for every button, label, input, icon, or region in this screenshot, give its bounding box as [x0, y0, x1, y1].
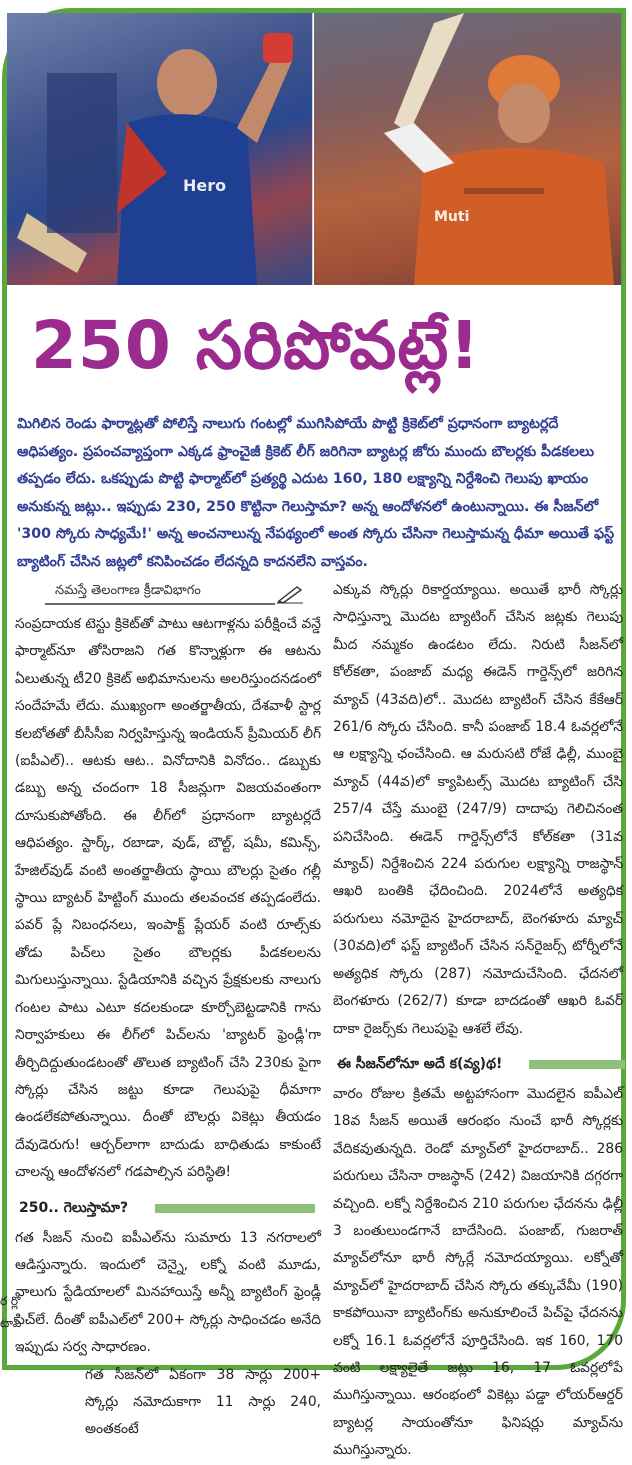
photo-strip — [7, 13, 621, 285]
headline: 250 సరిపోవట్లే! — [31, 307, 481, 384]
photo-left-art — [7, 13, 313, 285]
right-paragraph-2: వారం రోజుల క్రితమే అట్టహాసంగా మొదలైన ఐపీఎల్ 18వ సీజన్ అయితే ఆరంభం నుంచే భారీ స్కోర్లకు వేదికవుతున్నది. రెండో మ్యాచ్‌లో హైదరాబాద్.. 286 పరుగులు చేసినా రాజస్థాన్ (242) విజయానికి దగ్గరగా వచ్చింది. లక్నో నిర్దేశించిన 210 పరుగుల ఛేదనను ఢిల్లీ 3 బంతులుండగానే బాదేసింది. పంజాబ్, గుజరాత్ మ్యాచ్‌లోనూ భారీ స్కోర్లే నమోదయ్యాయి. లక్నోతో మ్యాచ్‌లో హైదరాబాద్ చేసిన స్కోరు తక్కువేమీ (190) కాకపోయినా బ్యాటింగ్‌కు అనుకూలించే పిచ్‌పై ఛేదనను లక్నో 16.1 ఓవర్లలోనే పూర్తిచేసింది. ఇక 160, 170 వంటి లక్ష్యాలైతే జట్లు 16, 17 ఓవర్లలోపే ముగిస్తున్నాయి. ఆరంభంలో వికెట్లు పడ్డా లోయర్‌ఆర్డర్ బ్యాటర్ల సాయంతోనూ ఫినిషర్లు మ్యాచ్‌ను ముగిస్తున్నారు. — [333, 1085, 623, 1459]
jersey-text-left: Hero — [183, 176, 227, 195]
right-paragraph-1: ఎక్కువ స్కోర్లు రికార్డయ్యాయి. అయితే భారీ స్కోర్లు సాధిస్తున్నా మొదట బ్యాటింగ్ చేసిన జట్లకు గెలుపు మీద నమ్మకం ఉండటం లేదు. నిరుటి సీజన్‌లో కోల్‌కతా, పంజాబ్ మధ్య ఈడెన్ గార్డెన్స్‌లో జరిగిన మ్యాచ్ (43వది)లో.. మొదట బ్యాటింగ్ చేసిన కేకేఆర్ 261/6 స్కోరు చేసింది. కానీ పంజాబ్ 18.4 ఓవర్లలోనే ఆ లక్ష్యాన్ని ఛంచేసింది. ఆ మరుసటి రోజే ఢిల్లీ, ముంబై మ్యాచ్ (44వ)లో క్యాపిటల్స్ మొదట బ్యాటింగ్ చేసి 257/4 చేస్తే ముంబై (247/9) దాదాపు గెలిచినంత పనిచేసింది. ఈడెన్ గార్డెన్స్‌లోనే కోల్‌కతా (31వ మ్యాచ్) నిర్దేశించిన 224 పరుగుల లక్ష్యాన్ని రాజస్థాన్ ఆఖరి బంతికి ఛేదించింది. 2024లోనే అత్యధిక పరుగులు నమోదైన హైదరాబాద్, బెంగళూరు మ్యాచ్ (30వది)లో ఫస్ట్ బ్యాటింగ్ చేసిన సన్‌రైజర్స్ టోర్నీలోనే అత్యధిక స్కోరు (287) నమోదుచేసింది. ఛేదనలో బెంగళూరు (262/7) కూడా బాదడంతో ఆఖరి ఓవర్ దాకా రైజర్స్‌కు గెలుపుపై ఆశలే లేవు. — [333, 582, 623, 1037]
subhead-row-left — [15, 1191, 321, 1225]
photo-batter-celebrating — [7, 13, 312, 285]
byline: నమస్తే తెలంగాణ క్రీడావిభాగం — [55, 583, 201, 598]
byline-rule — [45, 603, 275, 605]
left-paragraph-1: సంప్రదాయక టెస్టు క్రికెట్‌తో పాటు ఆటగాళ్లను పరీక్షించే వన్డే ఫార్మాట్‌నూ తోసిరాజని గత కొన్నాళ్లుగా ఈ ఆటను ఏలుతున్న టీ20 క్రికెట్ అభిమానులను అలరిస్తుందనడంలో సందేహమే లేదు. ముఖ్యంగా అంతర్జాతీయ, దేశవాళీ స్టార్ల కలబోతతో బీసీసీఐ నిర్వహిస్తున్న ఇండియన్ ప్రీమియర్ లీగ్ (ఐపీఎల్).. ఆటకు ఆట.. వినోదానికి వినోదం.. డబ్బుకు డబ్బు అన్న చందంగా 18 సీజన్లుగా విజయవంతంగా దూసుకుపోతోంది. ఈ లీగ్‌లో ప్రధానంగా బ్యాటర్లదే ఆధిపత్యం. స్టార్క్, రబాడా, వుడ్, బౌల్ట్, షమీ, కమిన్స్, హేజిల్‌వుడ్ వంటి అంతర్జాతీయ స్థాయి బౌలర్లు సైతం గల్లీ స్థాయి బ్యాటర్ హిట్టింగ్ ముందు తలవంచక తప్పడంలేదు. పవర్ ప్లే నిబంధనలు, ఇంపాక్ట్ ప్లేయర్ వంటి రూల్స్‌కు తోడు పిచ్‌లు సైతం బౌలర్లకు పీడకలలను మిగులుస్తున్నాయి. స్టేడియానికి వచ్చిన ప్రేక్షకులకు నాలుగు గంటల పాటు ఎటూ కదలకుండా కూర్చోబెట్టడానికి గాను నిర్వాహకులు ఈ లీగ్‌లో పిచ్‌లను 'బ్యాటర్ ఫ్రెండ్లీ'గా తీర్చిదిద్దుతుండటంతో తొలుత బ్యాటింగ్ చేసి 230కు పైగా స్కోర్లు చేసిన జట్టు కూడా గెలుపుపై ధీమాగా ఉండలేకపోతున్నాయి. దీంతో బౌలర్లు వికెట్లు తీయడం దేవుడెరుగు! ఆర్చర్‌లాగా బాదుడు బాధితుడు కాకుంటే చాలన్న ఆందోళనలో గడపాల్సిన పరిస్థితి! — [15, 616, 321, 1181]
byline-row — [15, 577, 321, 611]
subhead-bar-left — [155, 1204, 315, 1213]
jersey-text-right: Muti — [434, 209, 470, 225]
subhead-left: 250.. గెలుస్తామా? — [19, 1199, 129, 1216]
subhead-row-right — [333, 1047, 623, 1081]
left-column — [15, 577, 321, 1444]
photo-batter-hitting — [314, 13, 621, 285]
pen-icon — [277, 585, 303, 603]
subhead-bar-right — [529, 1060, 625, 1069]
subhead-right: ఈ సీజన్‌లోనూ అదే క(వ్య)థ! — [337, 1055, 503, 1072]
lead-paragraph: మిగిలిన రెండు ఫార్మాట్లతో పోలిస్తే నాలుగు గంటల్లో ముగిసిపోయే పొట్టి క్రికెట్‌లో ప్రధానంగా బ్యాటర్లదే ఆధిపత్యం. ప్రపంచవ్యాప్తంగా ఎక్కడ ఫ్రాంచైజీ క్రికెట్ లీగ్ జరిగినా బ్యాటర్ల జోరు ముందు బౌలర్లకు పీడకలలు తప్పడం లేదు. ఒకప్పుడు పొట్టి ఫార్మాట్‌లో ప్రత్యర్థి ఎదుట 160, 180 లక్ష్యాన్ని నిర్దేశించి గెలుపు ఖాయం అనుకున్న జట్లు.. ఇప్పుడు 230, 250 కొట్టినా గెలుస్తామా? అన్న ఆందోళనలో ఉంటున్నాయి. ఈ సీజన్‌లో '300 స్కోరు సాధ్యమే!' అన్న అంచనాలున్న నేపథ్యంలో అంత స్కోరు చేసినా గెలుస్తామన్న ధీమా అయితే ఫస్ట్ బ్యాటింగ్ చేసిన జట్లలో కనిపించడం లేదన్నది కాదనలేని వాస్తవం. — [17, 416, 615, 570]
photo-right-art — [314, 13, 622, 285]
left-paragraph-2: గత సీజన్ నుంచి ఐపీఎల్‌ను సుమారు 13 నగరాలలో ఆడిస్తున్నారు. ఇందులో చెన్నై, లక్నో వంటి మూడు, నాలుగు స్టేడియాలలో మినహాయిస్తే అన్నీ బ్యాటింగ్ ఫ్రెండ్లీ పిచ్‌లే. దీంతో ఐపీఎల్‌లో 200+ స్కోర్లు సాధించడం అనేది ఇప్పుడు సర్వ సాధారణం. — [15, 1229, 321, 1356]
adjacent-article-fragment: ర ర్లో టాప్ — [0, 1294, 22, 1330]
right-column — [333, 577, 623, 1465]
article-frame — [2, 8, 626, 1459]
left-paragraph-3: గత సీజన్‌లో ఏకంగా 38 సార్లు 200+ స్కోర్లు నమోదుకాగా 11 సార్లు 240, అంతకంటే — [85, 1366, 321, 1438]
